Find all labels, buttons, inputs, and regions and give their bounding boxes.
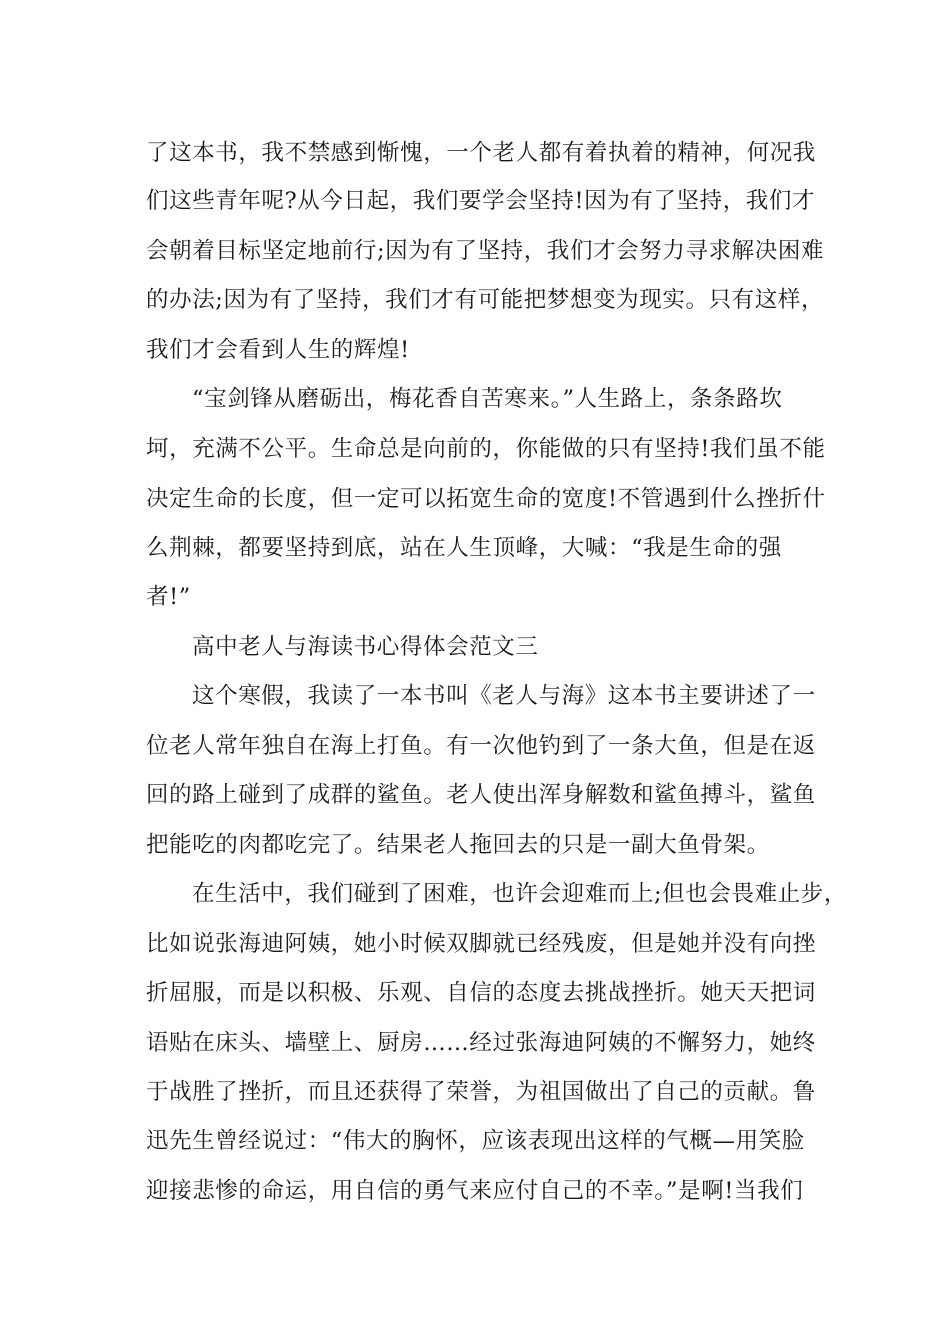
text-line: 在生活中，我们碰到了困难，也许会迎难而上;但也会畏难止步，	[192, 881, 847, 907]
text-line: 位老人常年独自在海上打鱼。有一次他钓到了一条大鱼，但是在返	[146, 733, 816, 759]
text-line: 了这本书，我不禁感到惭愧，一个老人都有着执着的精神，何况我	[146, 140, 816, 166]
text-line: 把能吃的肉都吃完了。结果老人拖回去的只是一副大鱼骨架。	[146, 832, 770, 858]
text-line: 者!”	[146, 584, 191, 610]
text-line: 的办法;因为有了坚持，我们才有可能把梦想变为现实。只有这样，	[146, 287, 825, 313]
text-line: 决定生命的长度，但一定可以拓宽生命的宽度!不管遇到什么挫折什	[146, 486, 826, 512]
text-line: 语贴在床头、墙壁上、厨房……经过张海迪阿姨的不懈努力，她终	[146, 1030, 816, 1056]
text-line: 比如说张海迪阿姨，她小时候双脚就已经残废，但是她并没有向挫	[146, 931, 816, 957]
text-line: 回的路上碰到了成群的鲨鱼。老人使出浑身解数和鲨鱼搏斗，鲨鱼	[146, 782, 816, 808]
text-line: 折屈服，而是以积极、乐观、自信的态度去挑战挫折。她天天把词	[146, 980, 816, 1006]
text-line: 于战胜了挫折，而且还获得了荣誉，为祖国做出了自己的贡献。鲁	[146, 1079, 816, 1105]
text-line: 这个寒假，我读了一本书叫《老人与海》这本书主要讲述了一	[192, 683, 816, 709]
text-line: 会朝着目标坚定地前行;因为有了坚持，我们才会努力寻求解决困难	[146, 238, 825, 264]
section-title: 高中老人与海读书心得体会范文三	[192, 634, 539, 660]
text-line: 我们才会看到人生的辉煌!	[146, 337, 410, 363]
text-line: 们这些青年呢?从今日起，我们要学会坚持!因为有了坚持，我们才	[146, 188, 816, 214]
text-line: 迅先生曾经说过：“伟大的胸怀，应该表现出这样的气概—用笑脸	[146, 1128, 805, 1154]
text-line: 么荆棘，都要坚持到底，站在人生顶峰，大喊：“我是生命的强	[146, 535, 782, 561]
text-line: 迎接悲惨的命运，用自信的勇气来应付自己的不幸。”是啊!当我们	[146, 1178, 804, 1204]
text-line: 坷，充满不公平。生命总是向前的，你能做的只有坚持!我们虽不能	[146, 436, 826, 462]
text-line: “宝剑锋从磨砺出，梅花香自苦寒来。”人生路上，条条路坎	[192, 386, 783, 412]
